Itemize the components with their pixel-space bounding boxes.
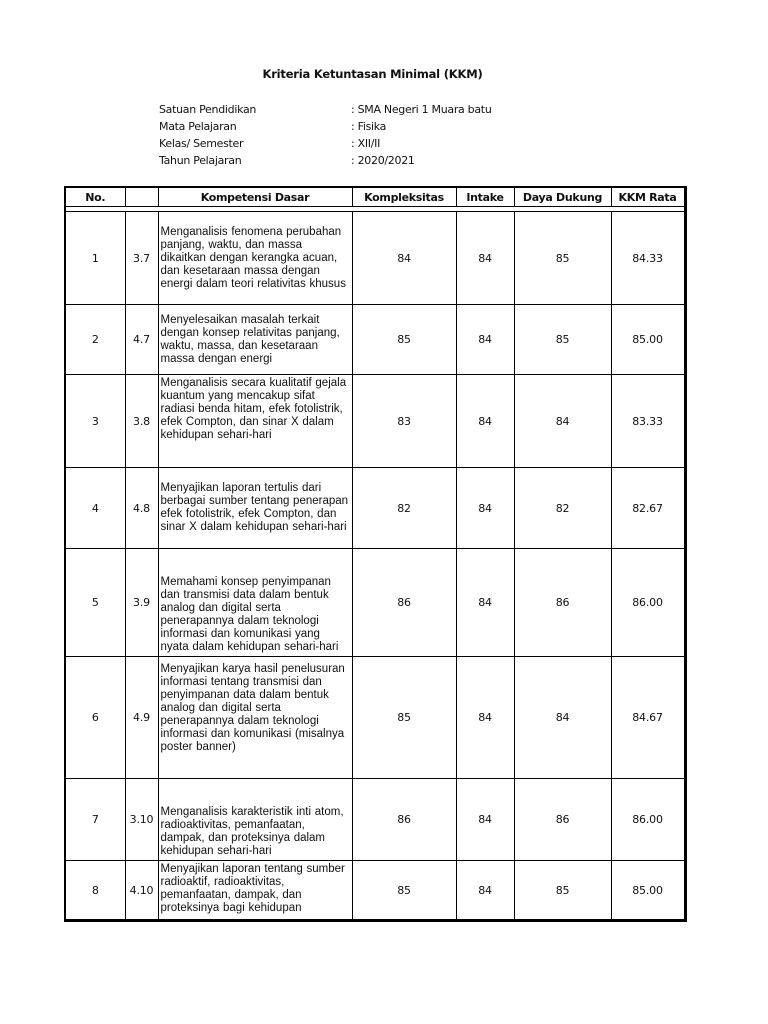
row-intake: 84	[456, 779, 514, 861]
row-no: 2	[65, 305, 125, 375]
row-kkm-rata: 83.33	[611, 375, 685, 468]
table-row	[65, 549, 685, 657]
row-intake: 84	[456, 549, 514, 657]
row-desc	[158, 375, 352, 468]
info-value: : Fisika	[351, 120, 387, 133]
row-kompleksitas: 86	[352, 549, 456, 657]
table-row	[65, 305, 685, 375]
table-row	[65, 468, 685, 549]
row-desc	[158, 468, 352, 549]
row-daya-dukung: 84	[514, 375, 611, 468]
row-desc	[158, 779, 352, 861]
row-desc-text: Memahami konsep penyimpanan dan transmisi data dalam bentuk analog dan digital serta penerapannya dalam teknologi informasi dan komunikasi yang nyata dalam kehidupan sehari-hari	[160, 576, 339, 653]
table-row	[65, 212, 685, 305]
info-label: Tahun Pelajaran	[159, 154, 242, 167]
kkm-table	[64, 186, 687, 922]
row-kompleksitas: 83	[352, 375, 456, 468]
row-kd: 3.10	[125, 779, 158, 861]
info-label: Satuan Pendidikan	[159, 103, 257, 116]
row-desc-text: Menganalisis fenomena perubahan panjang, waktu, dan massa dikaitkan dengan kerangka acuan, dan kesetaraan massa dengan energi dalam teori relativitas khusus	[160, 225, 346, 290]
row-desc	[158, 212, 352, 305]
row-desc-text: Menyajikan laporan tertulis dari berbagai sumber tentang penerapan efek fotolistrik, efek Compton, dan sinar X dalam kehidupan sehari-hari	[160, 482, 349, 533]
row-kompleksitas: 84	[352, 212, 456, 305]
row-desc	[158, 549, 352, 657]
table-row	[65, 375, 685, 468]
row-kompleksitas: 85	[352, 861, 456, 921]
row-kd: 4.9	[125, 657, 158, 779]
info-value: : SMA Negeri 1 Muara batu	[351, 103, 492, 116]
info-value: : XII/II	[351, 137, 381, 150]
row-kkm-rata: 86.00	[611, 549, 685, 657]
row-daya-dukung: 86	[514, 779, 611, 861]
row-daya-dukung: 84	[514, 657, 611, 779]
row-daya-dukung: 85	[514, 212, 611, 305]
row-no: 8	[65, 861, 125, 921]
row-desc-text: Menyajikan laporan tentang sumber radioaktif, radioaktivitas, pemanfaatan, dampak, dan proteksinya bagi kehidupan	[160, 863, 345, 914]
row-intake: 84	[456, 657, 514, 779]
row-intake: 84	[456, 212, 514, 305]
row-kd: 3.7	[125, 212, 158, 305]
header-kd	[125, 187, 158, 207]
row-no: 7	[65, 779, 125, 861]
row-kd: 3.8	[125, 375, 158, 468]
row-intake: 84	[456, 305, 514, 375]
row-kkm-rata: 82.67	[611, 468, 685, 549]
row-no: 6	[65, 657, 125, 779]
row-kompleksitas: 85	[352, 305, 456, 375]
row-daya-dukung: 85	[514, 861, 611, 921]
row-kkm-rata: 84.33	[611, 212, 685, 305]
row-no: 1	[65, 212, 125, 305]
table-header-row	[65, 187, 685, 207]
row-kkm-rata: 85.00	[611, 305, 685, 375]
row-daya-dukung: 82	[514, 468, 611, 549]
row-kkm-rata: 84.67	[611, 657, 685, 779]
row-daya-dukung: 85	[514, 305, 611, 375]
row-no: 5	[65, 549, 125, 657]
row-kd: 4.7	[125, 305, 158, 375]
table-row	[65, 657, 685, 779]
row-desc-text: Menganalisis secara kualitatif gejala kuantum yang mencakup sifat radiasi benda hitam, efek fotolistrik, efek Compton, dan sinar X dalam kehidupan sehari-hari	[160, 377, 347, 441]
header-kompleksitas: Kompleksitas	[352, 187, 456, 207]
row-no: 4	[65, 468, 125, 549]
row-intake: 84	[456, 375, 514, 468]
header-daya-dukung: Daya Dukung	[514, 187, 611, 207]
row-desc-text: Menganalisis karakteristik inti atom, radioaktivitas, pemanfaatan, dampak, dan proteksinya dalam kehidupan sehari-hari	[160, 806, 344, 857]
info-label: Kelas/ Semester	[159, 137, 244, 150]
table-row	[65, 779, 685, 861]
row-no: 3	[65, 375, 125, 468]
row-desc	[158, 657, 352, 779]
row-kd: 3.9	[125, 549, 158, 657]
row-desc-text: Menyelesaikan masalah terkait dengan konsep relativitas panjang, waktu, massa, dan kesetaraan massa dengan energi	[160, 313, 340, 365]
info-value: : 2020/2021	[351, 154, 415, 167]
row-kkm-rata: 86.00	[611, 779, 685, 861]
row-kd: 4.10	[125, 861, 158, 921]
header-intake: Intake	[456, 187, 514, 207]
row-desc	[158, 305, 352, 375]
document-title: Kriteria Ketuntasan Minimal (KKM)	[262, 67, 483, 81]
header-no: No.	[65, 187, 125, 207]
header-kkm-rata: KKM Rata	[611, 187, 685, 207]
row-kompleksitas: 82	[352, 468, 456, 549]
row-intake: 84	[456, 468, 514, 549]
row-kd: 4.8	[125, 468, 158, 549]
row-daya-dukung: 86	[514, 549, 611, 657]
row-desc-text: Menyajikan karya hasil penelusuran informasi tentang transmisi dan penyimpanan data dalam bentuk analog dan digital serta penerapannya dalam teknologi informasi dan komunikasi (misalnya poster banner)	[160, 663, 345, 753]
row-desc	[158, 861, 352, 921]
row-kompleksitas: 85	[352, 657, 456, 779]
row-kkm-rata: 85.00	[611, 861, 685, 921]
row-intake: 84	[456, 861, 514, 921]
row-kompleksitas: 86	[352, 779, 456, 861]
info-label: Mata Pelajaran	[159, 120, 237, 133]
header-kompetensi: Kompetensi Dasar	[158, 187, 352, 207]
table-row	[65, 861, 685, 921]
